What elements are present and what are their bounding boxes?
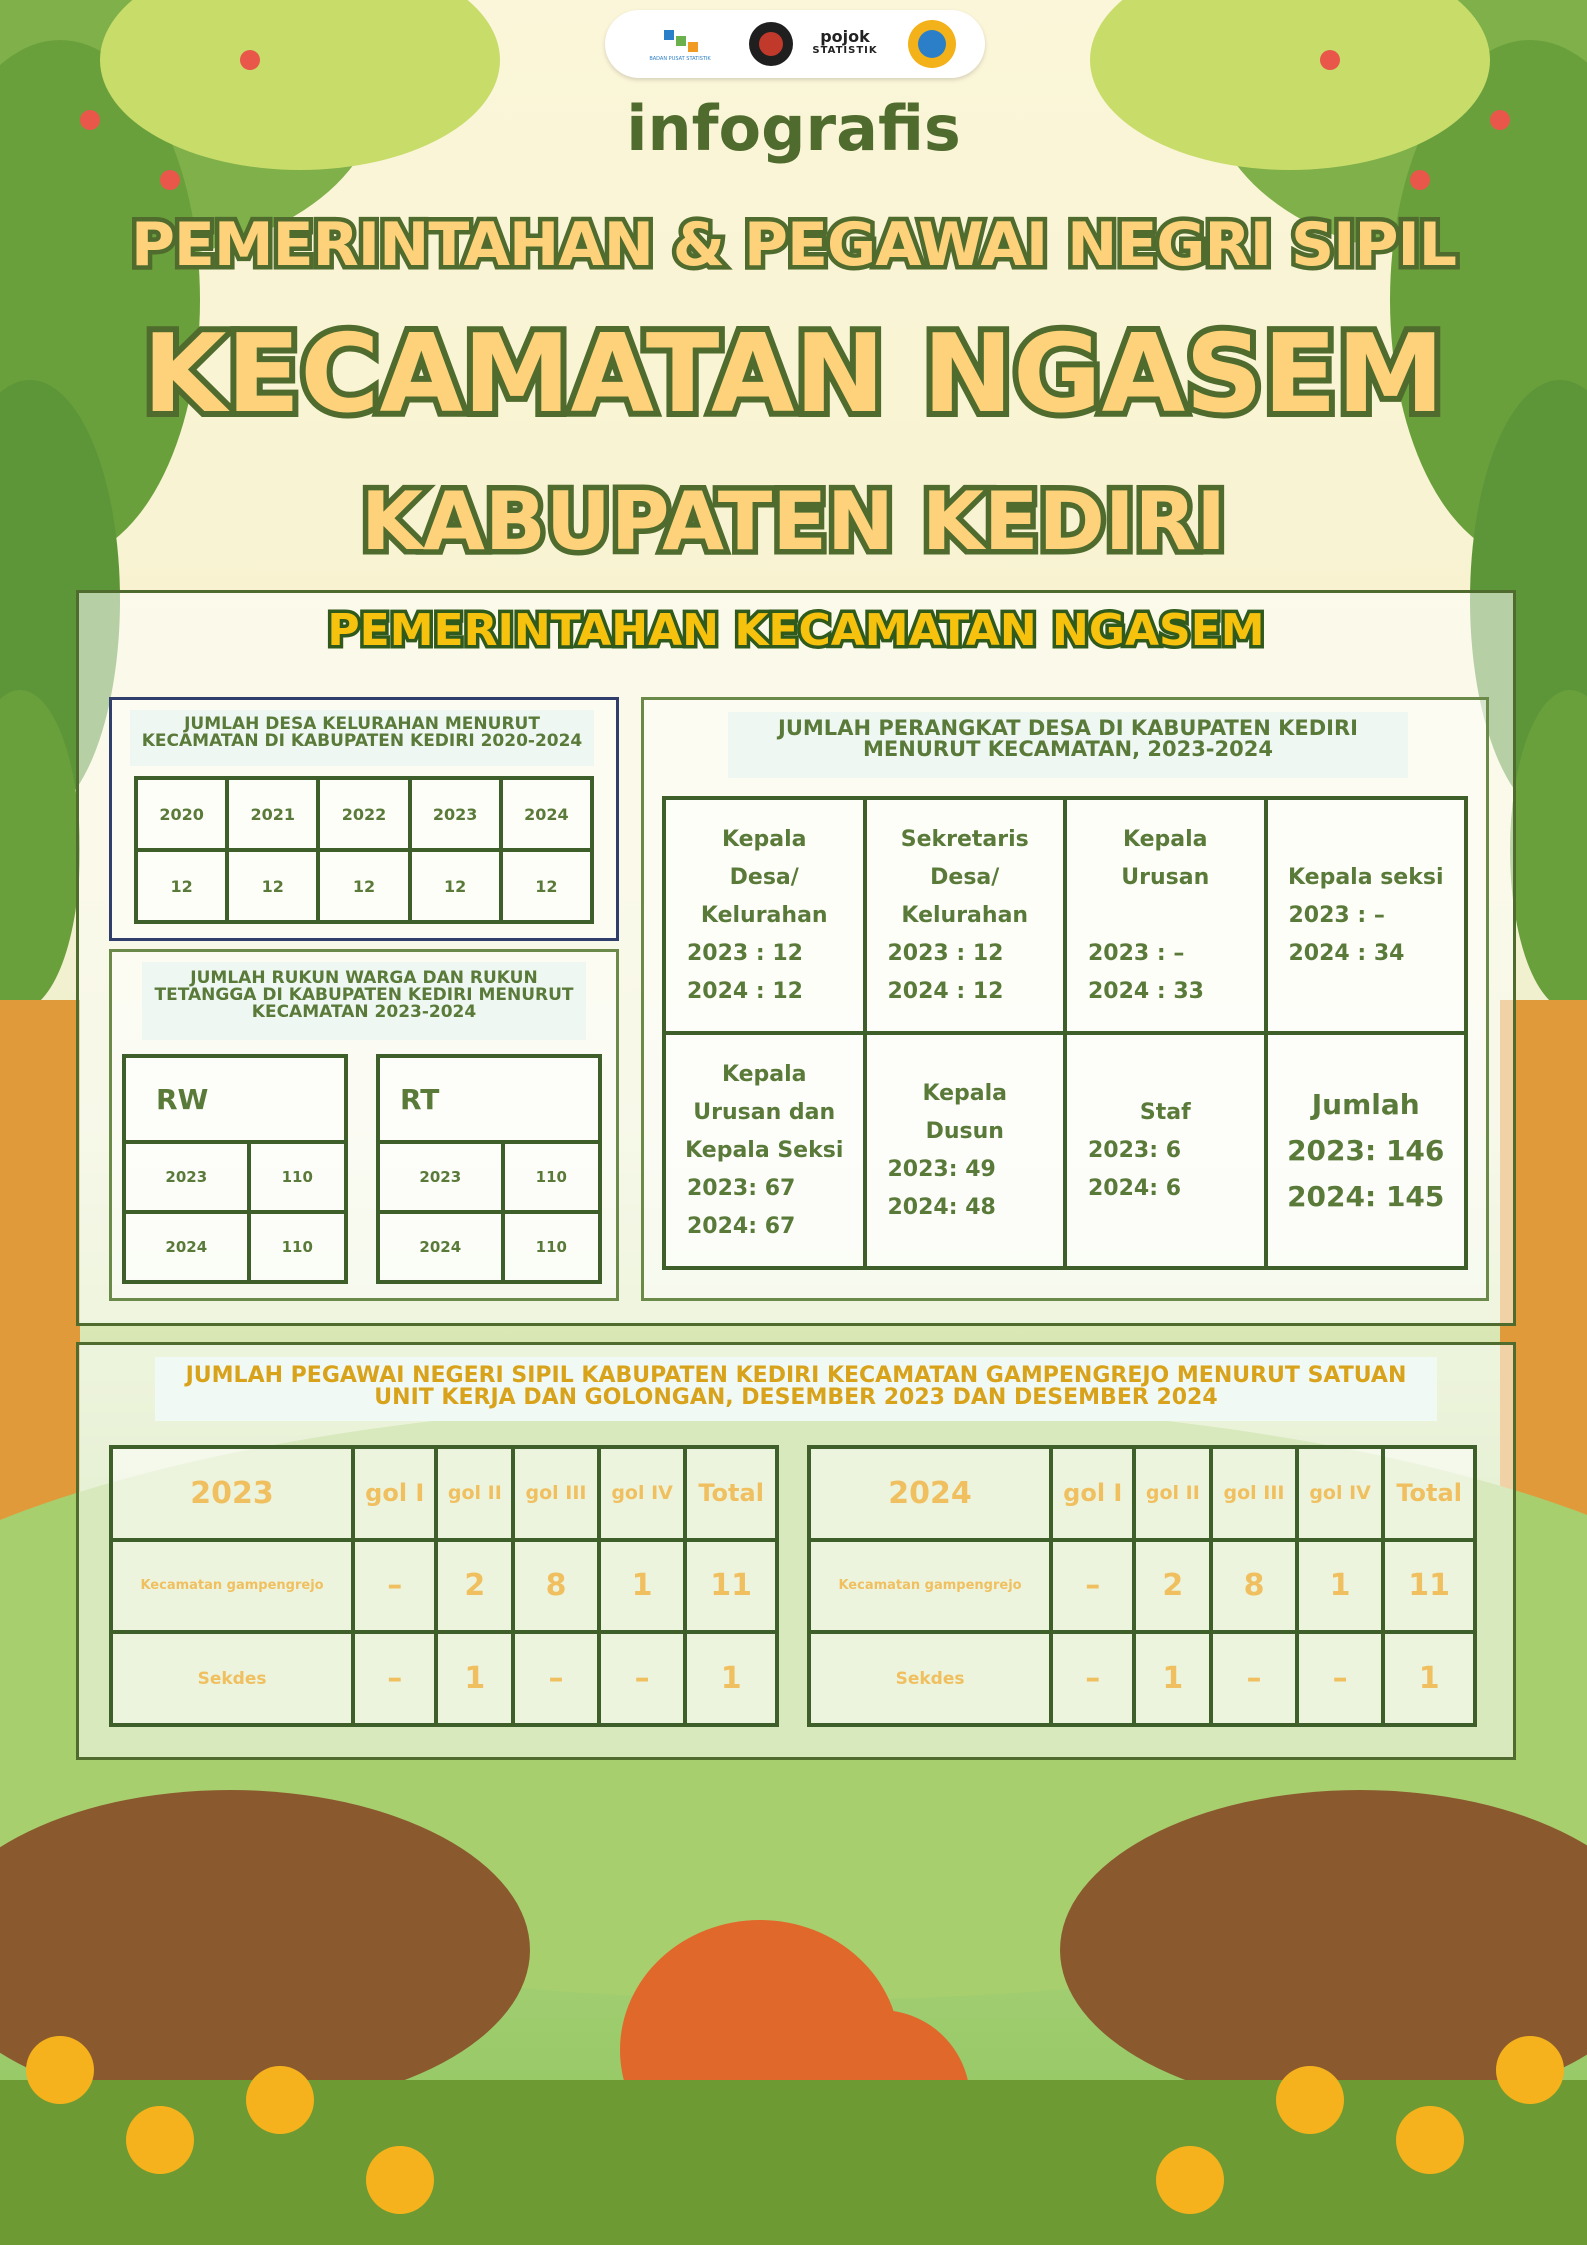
rt-value-cell: 110: [503, 1212, 600, 1282]
desa-value-cell: 12: [501, 850, 592, 922]
cell-label: Desa/: [930, 864, 1000, 890]
pns-2024-value: –: [1297, 1632, 1383, 1725]
cell-label: Desa/: [729, 864, 799, 890]
pns-2023-value: 11: [685, 1540, 777, 1633]
cell-label: Kepala Seksi: [685, 1137, 844, 1163]
pns-2023-value: 1: [436, 1632, 513, 1725]
pns-table-2023: [109, 1445, 779, 1727]
pns-2024-unit-sekdes: Sekdes: [809, 1632, 1051, 1725]
desa-year-row: [136, 778, 592, 850]
cell-value: 2024: 48: [887, 1194, 996, 1220]
pemerintahan-section-title: PEMERINTAHAN KECAMATAN NGASEM: [327, 605, 1265, 656]
seal-logo: [747, 20, 795, 68]
pns-2024-header-total: Total: [1383, 1447, 1475, 1540]
bps-logo-text: BADAN PUSAT STATISTIK: [649, 56, 711, 62]
perangkat-desa-table: [662, 796, 1468, 1270]
title-line-1: PEMERINTAHAN & PEGAWAI NEGRI SIPIL: [130, 210, 1457, 280]
badge-icon: [906, 18, 958, 70]
cell-value: 2023: 146: [1287, 1133, 1445, 1167]
desa-kelurahan-box: [109, 697, 619, 941]
infografis-label: infografis: [626, 92, 961, 165]
cell-label: Jumlah: [1311, 1087, 1420, 1121]
pns-2023-value: –: [513, 1632, 599, 1725]
cell-label: Urusan dan: [693, 1099, 836, 1125]
cell-value: 2024: 6: [1088, 1175, 1181, 1201]
cell-value: 2023 : –: [1288, 902, 1385, 928]
pns-2024-unit-kecamatan: Kecamatan gampengrejo: [809, 1540, 1051, 1633]
perangkat-cell-sekretaris: [865, 798, 1066, 1033]
cell-value: 2023: 49: [887, 1156, 996, 1182]
pns-2024-value: 8: [1211, 1540, 1297, 1633]
pns-panel: [76, 1342, 1516, 1760]
bps-logo: [645, 20, 715, 68]
rw-rt-box: [109, 949, 619, 1301]
perangkat-cell-kaur-kasi: [664, 1033, 865, 1268]
desa-year-cell: 2021: [227, 778, 318, 850]
rw-label: RW: [124, 1056, 346, 1142]
pns-2024-header-gol4: gol IV: [1297, 1447, 1383, 1540]
pns-2024-value: 2: [1134, 1540, 1211, 1633]
cell-label: Kelurahan: [901, 902, 1029, 928]
rt-year-cell: 2023: [378, 1142, 503, 1212]
desa-kelurahan-table: [134, 776, 594, 924]
pns-2023-value: –: [353, 1632, 436, 1725]
rt-value-cell: 110: [503, 1142, 600, 1212]
desa-year-cell: 2020: [136, 778, 227, 850]
bps-icon: [660, 26, 700, 56]
cell-label: Urusan: [1121, 864, 1210, 890]
cell-value: 2024 : 12: [887, 978, 1004, 1004]
perangkat-cell-jumlah: [1266, 1033, 1467, 1268]
pns-2023-header-total: Total: [685, 1447, 777, 1540]
rw-table: [122, 1054, 348, 1284]
pojok-statistik-logo: [800, 20, 890, 68]
cell-label: Staf: [1139, 1099, 1191, 1125]
cell-label: Kepala: [721, 1061, 807, 1087]
pns-title: JUMLAH PEGAWAI NEGERI SIPIL KABUPATEN KEDIRI KECAMATAN GAMPENGREJO MENURUT SATUAN UNIT KERJA DAN GOLONGAN, DESEMBER 2023 DAN DESEMBER 2024: [155, 1357, 1437, 1421]
pns-2023-value: 1: [685, 1632, 777, 1725]
pns-2023-header-gol3: gol III: [513, 1447, 599, 1540]
rw-year-cell: 2023: [124, 1142, 249, 1212]
cell-value: 2024: 67: [687, 1213, 796, 1239]
pns-table-2024: [807, 1445, 1477, 1727]
cell-label: Kepala: [922, 1080, 1008, 1106]
regional-seal-icon: [748, 21, 794, 67]
pns-2023-year-header: 2023: [111, 1447, 353, 1540]
pns-2023-value: –: [599, 1632, 685, 1725]
rt-label: RT: [378, 1056, 600, 1142]
desa-year-cell: 2022: [318, 778, 409, 850]
pns-2024-header-gol2: gol II: [1134, 1447, 1211, 1540]
cell-value: 2023 : –: [1088, 940, 1185, 966]
pns-2023-header-gol4: gol IV: [599, 1447, 685, 1540]
desa-value-cell: 12: [227, 850, 318, 922]
pns-2024-value: 1: [1134, 1632, 1211, 1725]
pns-2023-header-gol2: gol II: [436, 1447, 513, 1540]
rw-value-cell: 110: [249, 1142, 346, 1212]
pns-2023-header-gol1: gol I: [353, 1447, 436, 1540]
rw-rt-title: JUMLAH RUKUN WARGA DAN RUKUN TETANGGA DI KABUPATEN KEDIRI MENURUT KECAMATAN 2023-2024: [142, 962, 586, 1040]
perangkat-cell-kepala-dusun: [865, 1033, 1066, 1268]
perangkat-cell-kepala-seksi: [1266, 798, 1467, 1033]
cell-value: 2024: 145: [1287, 1179, 1445, 1213]
pns-2023-value: 8: [513, 1540, 599, 1633]
perangkat-desa-title: JUMLAH PERANGKAT DESA DI KABUPATEN KEDIRI MENURUT KECAMATAN, 2023-2024: [728, 712, 1408, 778]
desa-value-cell: 12: [136, 850, 227, 922]
pns-2024-value: –: [1051, 1632, 1134, 1725]
title-line-2: KECAMATAN NGASEM: [142, 312, 1445, 437]
pns-2023-value: 1: [599, 1540, 685, 1633]
cell-label: Kelurahan: [700, 902, 828, 928]
pns-2023-value: –: [353, 1540, 436, 1633]
rt-table: [376, 1054, 602, 1284]
pns-2023-unit-kecamatan: Kecamatan gampengrejo: [111, 1540, 353, 1633]
pns-2023-unit-sekdes: Sekdes: [111, 1632, 353, 1725]
cell-label: Kepala: [1122, 826, 1208, 852]
rt-year-cell: 2024: [378, 1212, 503, 1282]
cell-label: Sekretaris: [900, 826, 1029, 852]
perangkat-desa-box: [641, 697, 1489, 1301]
pns-2024-value: 1: [1383, 1632, 1475, 1725]
rw-year-cell: 2024: [124, 1212, 249, 1282]
cell-label: Kepala seksi: [1287, 864, 1444, 890]
desa-value-row: [136, 850, 592, 922]
pns-2024-value: 11: [1383, 1540, 1475, 1633]
pns-2024-value: 1: [1297, 1540, 1383, 1633]
desa-kelurahan-title: JUMLAH DESA KELURAHAN MENURUT KECAMATAN DI KABUPATEN KEDIRI 2020-2024: [130, 710, 594, 766]
desa-year-cell: 2024: [501, 778, 592, 850]
cell-value: 2024 : 34: [1288, 940, 1405, 966]
pemerintahan-panel: [76, 590, 1516, 1326]
pns-2024-year-header: 2024: [809, 1447, 1051, 1540]
cell-label: Dusun: [925, 1118, 1004, 1144]
desa-value-cell: 12: [318, 850, 409, 922]
title-line-3: KABUPATEN KEDIRI: [360, 475, 1227, 568]
perangkat-cell-kepala-urusan: [1065, 798, 1266, 1033]
cell-value: 2024 : 12: [687, 978, 803, 1004]
logo-bar: [605, 10, 985, 78]
pns-2024-value: –: [1211, 1632, 1297, 1725]
pns-2024-value: –: [1051, 1540, 1134, 1633]
desa-year-cell: 2023: [410, 778, 501, 850]
badge-logo: [905, 20, 959, 68]
pojok-logo-sub: STATISTIK: [812, 45, 878, 56]
rw-value-cell: 110: [249, 1212, 346, 1282]
cell-value: 2023 : 12: [687, 940, 803, 966]
cell-value: 2023: 67: [687, 1175, 796, 1201]
pojok-logo-title: pojok: [820, 27, 870, 46]
perangkat-cell-staf: [1065, 1033, 1266, 1268]
perangkat-cell-kepala-desa: [664, 798, 865, 1033]
cell-value: 2023 : 12: [887, 940, 1004, 966]
cell-value: 2023: 6: [1088, 1137, 1181, 1163]
desa-value-cell: 12: [410, 850, 501, 922]
pns-2024-header-gol3: gol III: [1211, 1447, 1297, 1540]
pns-2024-header-gol1: gol I: [1051, 1447, 1134, 1540]
cell-label: Kepala: [721, 826, 807, 852]
pns-2023-value: 2: [436, 1540, 513, 1633]
cell-value: 2024 : 33: [1088, 978, 1204, 1004]
